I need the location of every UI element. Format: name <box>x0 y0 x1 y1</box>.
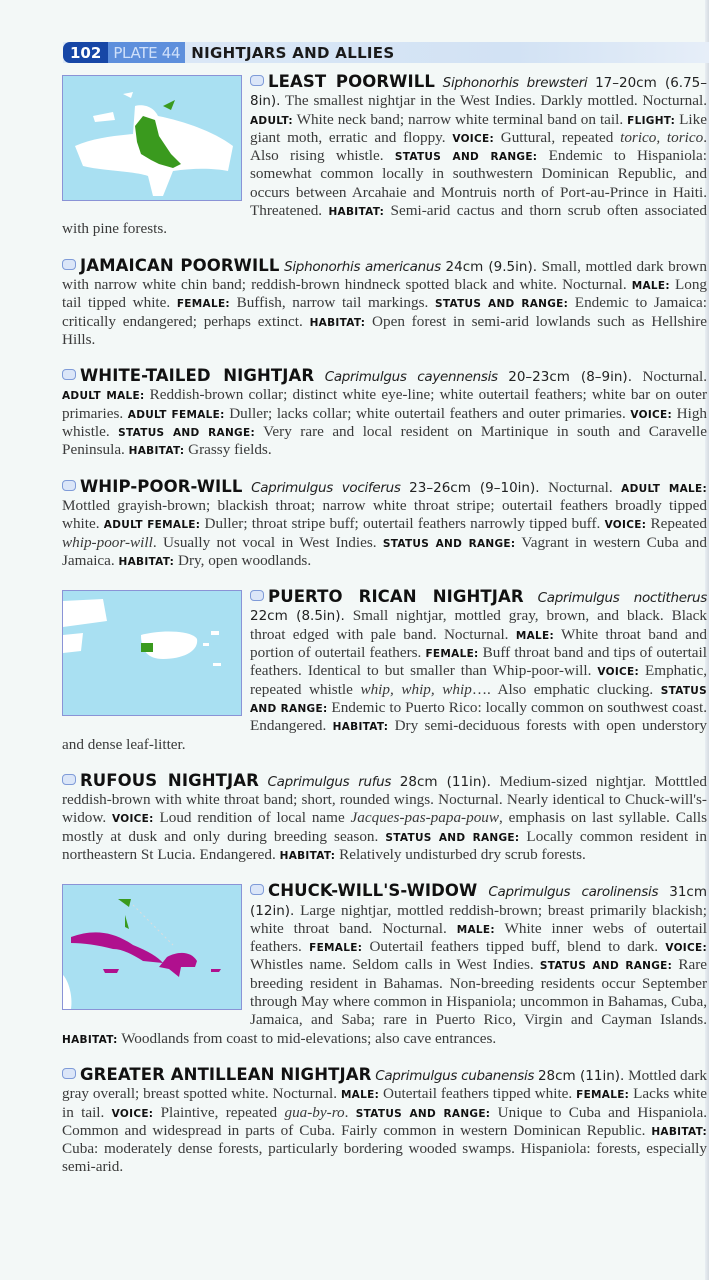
field-label: FEMALE: <box>176 298 230 311</box>
description-text: Repeated <box>646 515 707 533</box>
description-text: Nocturnal. <box>631 368 708 386</box>
description-text: Buff throat band and tips of outertail feathers. Identical to but smaller than Whip-poor-will. <box>250 644 707 680</box>
species-name: WHITE-TAILED NIGHTJAR <box>80 366 315 386</box>
field-label: ADULT MALE: <box>62 390 145 403</box>
description-text: Small, mottled dark brown with narrow white chin band; reddish-brown hindneck spotted black and white. Nocturnal. <box>62 257 707 293</box>
field-label: HABITAT: <box>279 849 336 862</box>
description-text: . Usually not vocal in West Indies. <box>152 533 383 551</box>
field-label: MALE: <box>631 279 670 292</box>
description-text: Dry semi-deciduous forests with open understory and dense leaf-litter. <box>62 717 707 753</box>
field-label: VOICE: <box>111 1107 154 1120</box>
description-text: Cuba: moderately dense forests, particularly bordering wooded swamps. Hispaniola: forests, especially semi-arid. <box>62 1140 707 1176</box>
description-text: Relatively undisturbed dry scrub forests. <box>335 845 586 863</box>
description-text: White inner webs of outertail feathers. <box>250 919 707 956</box>
description-text: Dry, open woodlands. <box>174 551 312 569</box>
description-text: Like giant moth, erratic and floppy. <box>250 110 707 146</box>
range-area <box>141 643 153 652</box>
field-label: VOICE: <box>597 666 640 679</box>
field-label: STATUS AND RANGE: <box>434 298 569 311</box>
field-label: VOICE: <box>452 132 494 145</box>
description-text: Loud rendition of local name <box>153 809 351 827</box>
description-text: Outertail feathers tipped buff, blend to dark. <box>362 938 666 956</box>
species-entry <box>62 366 707 459</box>
field-label: HABITAT: <box>62 1033 118 1046</box>
page-number: 102 <box>63 42 108 63</box>
plate-number: PLATE 44 <box>108 42 185 63</box>
plate-header <box>63 42 709 63</box>
species-entry <box>62 881 707 1048</box>
species-name: RUFOUS NIGHTJAR <box>80 770 259 790</box>
description-text: Mottled dark gray overall; breast spotted white. Nocturnal. <box>62 1066 708 1103</box>
field-label: FEMALE: <box>309 942 363 955</box>
species-name: CHUCK-WILL'S-WIDOW <box>268 881 478 901</box>
species-entry <box>62 477 707 570</box>
field-label: HABITAT: <box>651 1125 707 1138</box>
description-text: Vagrant in western Cuba and Jamaica. <box>62 533 707 569</box>
description-text: . <box>344 1103 356 1121</box>
species-entry <box>62 771 707 864</box>
size-measurement: 20–23cm (8–9in). <box>508 369 632 386</box>
checkbox-icon[interactable] <box>62 369 76 380</box>
field-label: MALE: <box>456 923 495 936</box>
field-label: ADULT: <box>250 114 293 127</box>
scientific-name: Caprimulgus rufus <box>267 773 392 790</box>
field-label: MALE: <box>340 1089 380 1102</box>
checkbox-icon[interactable] <box>62 480 76 491</box>
description-text: Duller; lacks collar; white outertail feathers and outer primaries. <box>224 404 631 422</box>
description-text: Endemic to Puerto Rico: locally common on southwest coast. Endangered. <box>250 698 707 735</box>
scientific-name: Caprimulgus noctitherus <box>537 590 707 607</box>
description-text: Endemic to Hispaniola: somewhat common locally in southwestern Dominican Republic, and occurs between Arcahaie and Montruis north of Port-au-Prince in Haiti. Threatened. <box>250 147 707 220</box>
description-text: Large nightjar, mottled reddish-brown; breast primarily blackish; white throat band. Nocturnal. <box>250 901 707 937</box>
size-measurement: 17–20cm (6.75–8in). <box>250 75 708 110</box>
description-text: Whistles name. Seldom calls in West Indies. <box>250 956 540 974</box>
description-text: Outertail feathers tipped white. <box>379 1085 577 1103</box>
checkbox-icon[interactable] <box>250 884 264 895</box>
checkbox-icon[interactable] <box>62 1068 76 1079</box>
description-text: High whistle. <box>62 404 708 441</box>
description-text: The smallest nightjar in the West Indies. Darkly mottled. Nocturnal. <box>280 92 707 110</box>
range-map <box>62 884 242 1010</box>
species-name: GREATER ANTILLEAN NIGHTJAR <box>80 1064 372 1084</box>
description-text: White throat band and portion of outertail feathers. <box>250 625 708 662</box>
description-text: Guttural, repeated <box>493 128 621 146</box>
description-text: Unique to Cuba and Hispaniola. Common and widespread in parts of Cuba. Fairly common in western Dominican Republic. <box>62 1103 707 1139</box>
description-text: Medium-sized nightjar. Motttled reddish-brown with white throat band; short, rounded wings. Nocturnal. Nearly identical to Chuck-will's-widow. <box>62 772 707 827</box>
description-text: Nocturnal. <box>539 478 622 496</box>
checkbox-icon[interactable] <box>62 774 76 785</box>
size-measurement: 23–26cm (9–10in). <box>409 479 540 496</box>
description-text: Lacks white in tail. <box>62 1085 707 1121</box>
size-measurement: 28cm (11in). <box>399 773 491 790</box>
description-text: Buffish, narrow tail markings. <box>229 294 435 312</box>
description-text: Open forest in semi-arid lowlands such as Hellshire Hills. <box>62 312 707 348</box>
field-label: FEMALE: <box>576 1089 630 1102</box>
description-text: Mottled grayish-brown; blackish throat; narrow white throat stripe; outertail feathers broadly tipped white. <box>62 496 707 533</box>
species-name: LEAST POORWILL <box>268 72 435 91</box>
species-accounts <box>62 72 707 1194</box>
field-label: VOICE: <box>111 813 154 826</box>
description-text: Plaintive, repeated <box>153 1103 285 1121</box>
description-text: Endemic to Jamaica: critically endangered; perhaps extinct. <box>62 294 707 330</box>
field-label: STATUS AND RANGE: <box>539 960 673 973</box>
checkbox-icon[interactable] <box>250 590 264 601</box>
field-label: STATUS AND RANGE: <box>250 684 707 715</box>
field-label: ADULT FEMALE: <box>127 408 225 421</box>
field-label: HABITAT: <box>128 445 185 458</box>
call-transcription: torico, torico <box>620 128 704 146</box>
field-label: STATUS AND RANGE: <box>355 1107 491 1120</box>
species-entry <box>62 256 707 349</box>
species-entry <box>62 1065 707 1177</box>
description-text: Woodlands from coast to mid-elevations; also cave entrances. <box>117 1029 497 1047</box>
scientific-name: Siphonorhis americanus <box>284 258 441 275</box>
species-name: PUERTO RICAN NIGHTJAR <box>268 587 524 607</box>
call-transcription: whip, whip, whip <box>360 680 472 698</box>
scientific-name: Caprimulgus carolinensis <box>488 884 659 901</box>
scientific-name: Caprimulgus vociferus <box>251 479 401 496</box>
species-name: JAMAICAN POORWILL <box>80 255 280 275</box>
field-label: STATUS AND RANGE: <box>118 427 255 440</box>
field-label: VOICE: <box>630 408 673 421</box>
field-label: HABITAT: <box>328 206 385 219</box>
species-name: WHIP-POOR-WILL <box>80 476 243 496</box>
description-text: Grassy fields. <box>184 441 272 459</box>
description-text: Duller; throat stripe buff; outertail feathers narrowly tipped buff. <box>200 515 605 533</box>
range-map <box>62 75 242 201</box>
description-text: Long tail tipped white. <box>62 275 708 312</box>
call-transcription: whip-poor-will <box>62 533 153 551</box>
species-entry <box>62 72 707 239</box>
checkbox-icon[interactable] <box>62 259 76 270</box>
scientific-name: Siphonorhis brewsteri <box>442 75 588 91</box>
field-label: STATUS AND RANGE: <box>394 151 538 164</box>
description-text: Very rare and local resident on Martinique in south and Caravelle Peninsula. <box>62 423 707 459</box>
size-measurement: 24cm (9.5in). <box>445 258 538 275</box>
field-label: HABITAT: <box>332 721 389 734</box>
description-text: Reddish-brown collar; distinct white eye-line; white outertail feathers; white bar on outer primaries. <box>62 386 707 422</box>
size-measurement: 22cm (8.5in). <box>250 608 345 625</box>
description-text: Emphatic, repeated whistle <box>250 662 707 698</box>
scientific-name: Caprimulgus cayennensis <box>324 369 498 386</box>
field-label: HABITAT: <box>118 555 175 568</box>
description-text: Semi-arid cactus and thorn scrub often associated with pine forests. <box>62 202 707 238</box>
field-label: VOICE: <box>665 942 707 955</box>
species-entry <box>62 587 707 754</box>
field-label: FEMALE: <box>425 648 479 661</box>
field-label: STATUS AND RANGE: <box>385 831 520 844</box>
range-area <box>71 933 163 964</box>
description-text: , emphasis on last syllable. Calls mostly at dusk and only during breeding season. <box>62 809 708 845</box>
field-label: STATUS AND RANGE: <box>382 537 516 550</box>
field-label: ADULT MALE: <box>621 482 707 495</box>
description-text: . Also rising whistle. <box>250 128 707 165</box>
field-label: ADULT FEMALE: <box>103 519 201 532</box>
range-map <box>62 590 242 716</box>
description-text: Rare breeding resident in Bahamas. Non-breeding residents occur September through May where common in Hispaniola; uncommon in Bahamas, Cuba, Jamaica, and Saba; rare in Puerto Rico, Virgin and Cayman Islands. <box>250 956 707 1029</box>
description-text: Small nightjar, mottled gray, brown, and black. Black throat edged with pale band. Nocturnal. <box>250 607 707 643</box>
size-measurement: 31cm (12in). <box>250 884 707 919</box>
description-text: White neck band; narrow white terminal band on tail. <box>292 110 628 128</box>
field-label: VOICE: <box>604 519 647 532</box>
size-measurement: 28cm (11in). <box>537 1067 625 1084</box>
call-transcription: gua-by-ro <box>284 1103 345 1121</box>
field-label: MALE: <box>515 629 554 642</box>
scientific-name: Caprimulgus cubanensis <box>375 1067 535 1084</box>
call-transcription: Jacques-pas-papa-pouw <box>350 809 500 827</box>
field-label: HABITAT: <box>309 316 366 329</box>
checkbox-icon[interactable] <box>250 75 264 86</box>
section-title: NIGHTJARS AND ALLIES <box>191 43 395 62</box>
description-text: …. Also emphatic clucking. <box>471 680 661 698</box>
field-label: FLIGHT: <box>627 114 676 127</box>
description-text: Locally common resident in northeastern St Lucia. Endangered. <box>62 827 707 863</box>
